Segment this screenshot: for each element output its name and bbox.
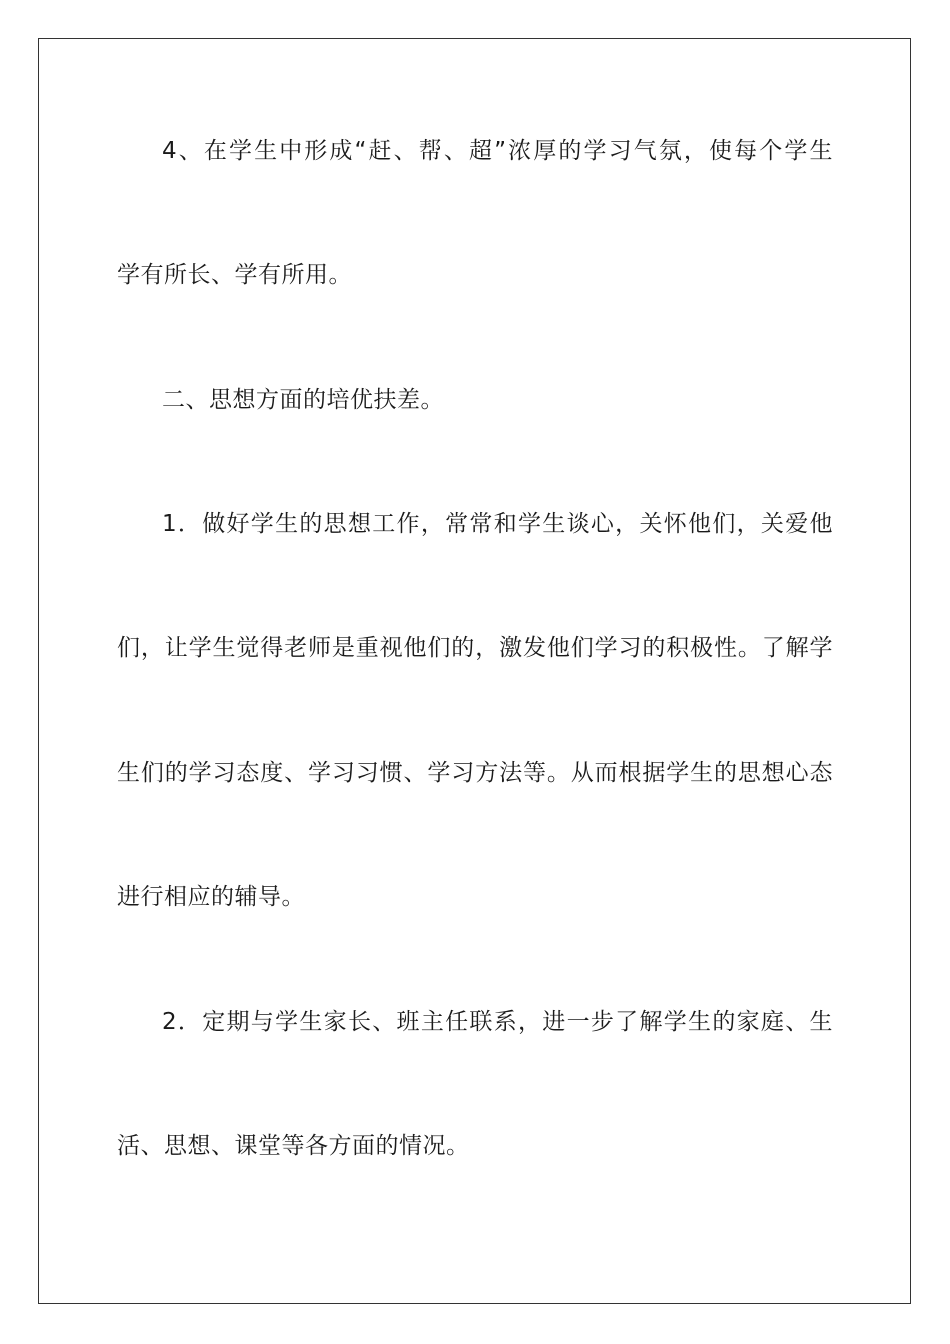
page-border [38,38,911,1304]
section-heading-ideology: 二、思想方面的培优扶差。 [162,387,444,413]
paragraph-4-line-2: 学有所长、学有所用。 [117,262,352,288]
item-2-line-2: 活、思想、课堂等各方面的情况。 [117,1133,470,1159]
item-1-line-2: 们，让学生觉得老师是重视他们的，激发他们学习的积极性。了解学 [117,635,833,661]
item-2-line-1: 2．定期与学生家长、班主任联系，进一步了解学生的家庭、生 [162,1009,833,1035]
paragraph-4-line-1: 4、在学生中形成“赶、帮、超”浓厚的学习气氛，使每个学生 [162,138,833,164]
item-1-line-1: 1．做好学生的思想工作，常常和学生谈心，关怀他们，关爱他 [162,511,833,537]
item-1-line-4: 进行相应的辅导。 [117,884,305,910]
item-1-line-3: 生们的学习态度、学习习惯、学习方法等。从而根据学生的思想心态 [117,760,833,786]
